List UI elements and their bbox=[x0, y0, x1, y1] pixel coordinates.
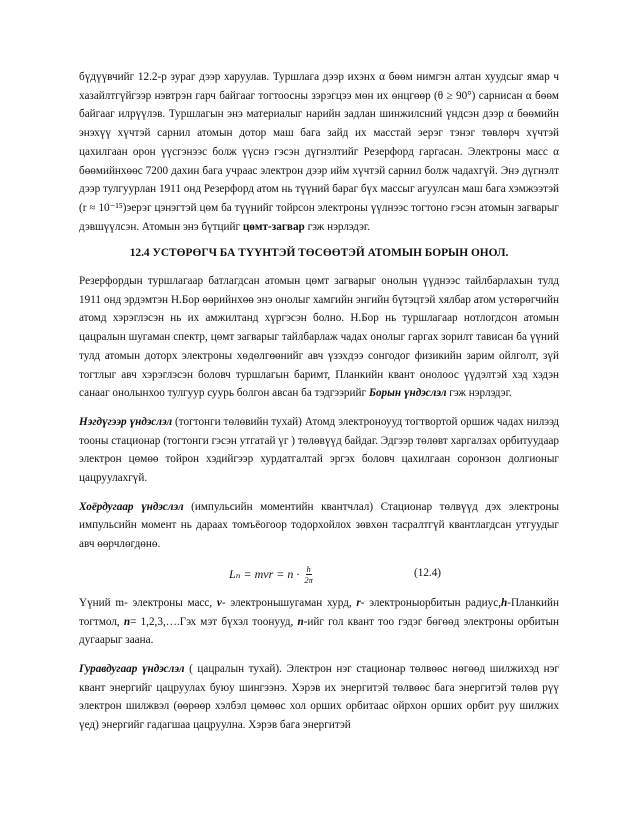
symbol-h: h bbox=[501, 596, 508, 609]
bold-italic-term: Борын үндэслэл bbox=[368, 387, 447, 400]
paragraph-variable-definitions bbox=[79, 594, 559, 650]
section-heading: 12.4 УСТӨРӨГЧ БА ТҮҮНТЭЙ ТӨСӨӨТЭЙ АТОМЫН БОРЫН ОНОЛ. bbox=[129, 247, 509, 260]
text-segment: = 1,2,3,….Гэх мэт бүхэл тоонууд, bbox=[130, 615, 298, 628]
text-segment: - электроныорбитын радиус, bbox=[360, 596, 502, 609]
fraction-denominator: 2π bbox=[304, 574, 313, 585]
paragraph-second-postulate bbox=[79, 498, 559, 554]
equation-12-4 bbox=[79, 558, 559, 592]
equation-expression bbox=[229, 564, 313, 585]
paragraph-text: Резерфордын туршлагаар батлагдсан атомын цөмт загварыг онолын үүднээс тайлбарлахын тулд 1911 онд эрдэмтэн Н.Бор өөрийнхөө энэ онолыг хамгийн энгийн бүтэцтэй хялбар атом устөрөгчийн атомд хэрэглэсэн нь их амжилтанд хүргэсэн болно. Н.Бор нь туршлагаар нотлогдсон атомын цацралын шугаман спектр, цөмт загварыг тайлбарлаж чадах онолыг гаргах зорилт тависан ба үүний тулд атомын доторх электроны хөдөлгөөнийг авч үзэхдээ сонгодог физикийн зарим ойлголт, зүй тогтлыг авч хэрэглэсэн боловч туршлагын баримт, Планкийн квант онолоос үүдэлтэй хэд хэдэн санааг онолынхоо тулгуур суурь болгон авсан ба тэдгээрийг bbox=[79, 275, 559, 400]
text-segment: Үүний m- электроны масс, bbox=[79, 596, 217, 609]
postulate-title: Нэгдүгээр үндэслэл bbox=[79, 415, 173, 428]
paragraph-text: (тогтонги төлөвийн тухай) Атомд электроноууд тогтвортой оршиж чадах нилээд тооны стационар (тогтонги гэсэн утгатай үг ) төлөвүүд байдаг. Эдгээр төлөвт харгалзах орбитуудаар электрон цөмөө тойрон хэдийгээр хурдатгалтай эргэх боловч цахилгаан соронзон долгионыг цацруулахгүй. bbox=[79, 415, 559, 485]
equation-lhs: Lₙ = mvr = n · bbox=[229, 567, 300, 582]
symbol-v: v bbox=[216, 596, 222, 609]
postulate-title: Гуравдугаар үндэслэл bbox=[79, 662, 185, 675]
equation-fraction bbox=[304, 564, 313, 585]
paragraph-tail: гэж нэрлэдэг. bbox=[446, 387, 512, 400]
symbol-n: n bbox=[297, 615, 304, 628]
paragraph-text: (импульсийн моментийн квантчлал) Стационар төлвүүд дэх электроны импульсийн момент нь дараах томъёогоор тодорхойлох зөвхөн тасралтгүй квантлагдсан утгуудыг авч өөрчлөгдөнө. bbox=[79, 500, 559, 551]
paragraph-tail: гэж нэрлэдэг. bbox=[304, 220, 371, 233]
paragraph-text: ( цацралын тухай). Электрон нэг стационар төлвөөс нөгөөд шилжихэд нэг квант энергийг цацруулах буюу шингээнэ. Хэрэв их энергитэй төлвөөс бага энергитэй төлөв рүү электрон шилжвэл (өөрөөр хэлбэл цөмөөс хол орших орбитаас ойрхон орших орбит руу шилжих үед) энергийг гадагшаа цацруулна. Хэрэв бага энергитэй bbox=[79, 662, 559, 732]
paragraph-bohr-intro bbox=[79, 272, 559, 403]
paragraph-rutherford-experiment bbox=[79, 68, 559, 236]
paragraph-text: бүдүүвчийг 12.2-р зураг дээр харуулав. Туршлага дээр ихэнх α бөөм нимгэн алтан хуудсыг ямар ч хазайлтгүйгээр нэвтрэн гарч байгааг тогтоосны зэрэгцээ мөн их өнцгөөр (θ ≥ 90°) сарнисан α бөөм байгааг илрүүлэв. Туршлагын энэ материалыг нарийн задлан шинжилсний үндсэн дээр α бөөмийн энэхүү хүчтэй сарнил атомын дотор маш бага зайд их масстай эерэг тэнэг төвлөрч хүчтэй цахилгаан орон үүсгэнээс болж үүснэ гэсэн дүгнэлтийг Резерфорд гаргасан. Электроны масс α бөөмийнхөөс 7200 дахин бага учраас электрон дээр ийм хүчтэй сарнил болж чадахгүй. Энэ дүгнэлт дээр тулгуурлан 1911 онд Резерфорд атом нь түүний бараг бүх массыг агуулсан маш бага хэмжээтэй (r ≈ 10⁻¹⁵)эерэг цэнэгтэй цөм ба түүнийг тойрсон электроны үүлнээс тогтоно гэсэн атомын загварыг дэвшүүлсэн. Атомын энэ бүтцийг bbox=[79, 71, 559, 233]
symbol-n: n bbox=[123, 615, 131, 628]
equation-number: (12.4) bbox=[414, 566, 442, 579]
fraction-numerator: h bbox=[306, 563, 311, 574]
paragraph-first-postulate bbox=[79, 413, 559, 488]
text-segment: -ийг гол квант тоо гэдэг бөгөөд электроны орбитын дугаарыг заана. bbox=[79, 615, 559, 647]
postulate-title: Хоёрдугаар үндэслэл bbox=[79, 500, 184, 513]
text-segment: - электронышугаман хурд, bbox=[221, 596, 357, 609]
bold-term: цөмт-загвар bbox=[242, 220, 305, 233]
text-segment: -Планкийн тогтмол, bbox=[79, 596, 559, 628]
symbol-r: r bbox=[356, 596, 361, 609]
paragraph-third-postulate bbox=[79, 660, 559, 735]
